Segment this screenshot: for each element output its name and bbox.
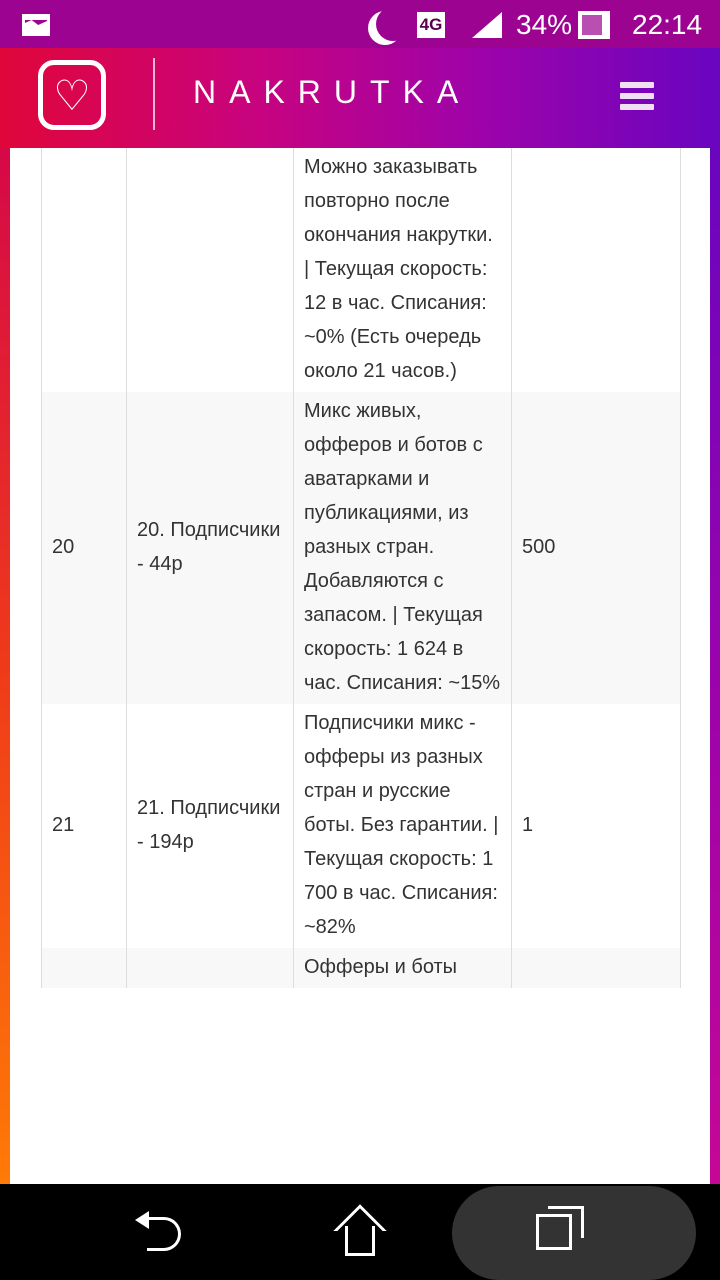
battery-icon <box>578 11 610 39</box>
cell-description: Подписчики микс - офферы из разных стран и русские боты. Без гарантии. | Текущая скорость: 1 700 в час. Списания: ~82% <box>294 704 512 948</box>
brand-name[interactable]: NAKRUTKA <box>193 74 472 110</box>
signal-icon <box>472 12 502 38</box>
status-bar <box>0 0 720 48</box>
cell-id <box>42 148 127 392</box>
back-button[interactable] <box>135 1209 185 1255</box>
logo-heart-icon[interactable]: ♡ <box>38 60 106 130</box>
cell-min: 1 <box>512 704 681 948</box>
cell-description: Можно заказывать повторно после окончания накрутки. | Текущая скорость: 12 в час. Списания: ~0% (Есть очередь около 21 часов.) <box>294 148 512 392</box>
table-row <box>42 148 681 392</box>
cell-id: 21 <box>42 704 127 948</box>
clock: 22:14 <box>632 9 703 40</box>
cell-min <box>512 948 681 988</box>
header-divider <box>153 58 155 130</box>
back-icon <box>147 1217 181 1251</box>
table-row <box>42 948 681 988</box>
cell-name <box>127 148 294 392</box>
navigation-bar <box>0 1184 720 1280</box>
table-row <box>42 392 681 704</box>
site-header <box>0 48 720 148</box>
cell-description: Офферы и боты <box>294 948 512 988</box>
home-button[interactable] <box>333 1206 387 1258</box>
cell-name: 21. Подписчики - 194р <box>127 704 294 948</box>
cell-id: 20 <box>42 392 127 704</box>
cell-min <box>512 148 681 392</box>
cell-description: Микс живых, офферов и ботов с аватарками и публикациями, из разных стран. Добавляются с запасом. | Текущая скорость: 1 624 в час. Списания: ~15% <box>294 392 512 704</box>
left-border <box>0 148 10 1184</box>
cell-name: 20. Подписчики - 44р <box>127 392 294 704</box>
cell-id <box>42 948 127 988</box>
services-table <box>41 148 681 988</box>
gallery-notification-icon <box>22 14 50 36</box>
cell-min: 500 <box>512 392 681 704</box>
battery-percent: 34% <box>516 9 573 40</box>
right-border <box>710 148 720 1184</box>
services-table-wrapper <box>10 148 710 1184</box>
moon-icon <box>376 7 410 41</box>
network-4g-icon: 4G <box>417 12 445 38</box>
table-row <box>42 704 681 948</box>
cell-name <box>127 948 294 988</box>
recent-apps-button[interactable] <box>452 1186 696 1280</box>
hamburger-menu-button[interactable] <box>620 82 654 112</box>
